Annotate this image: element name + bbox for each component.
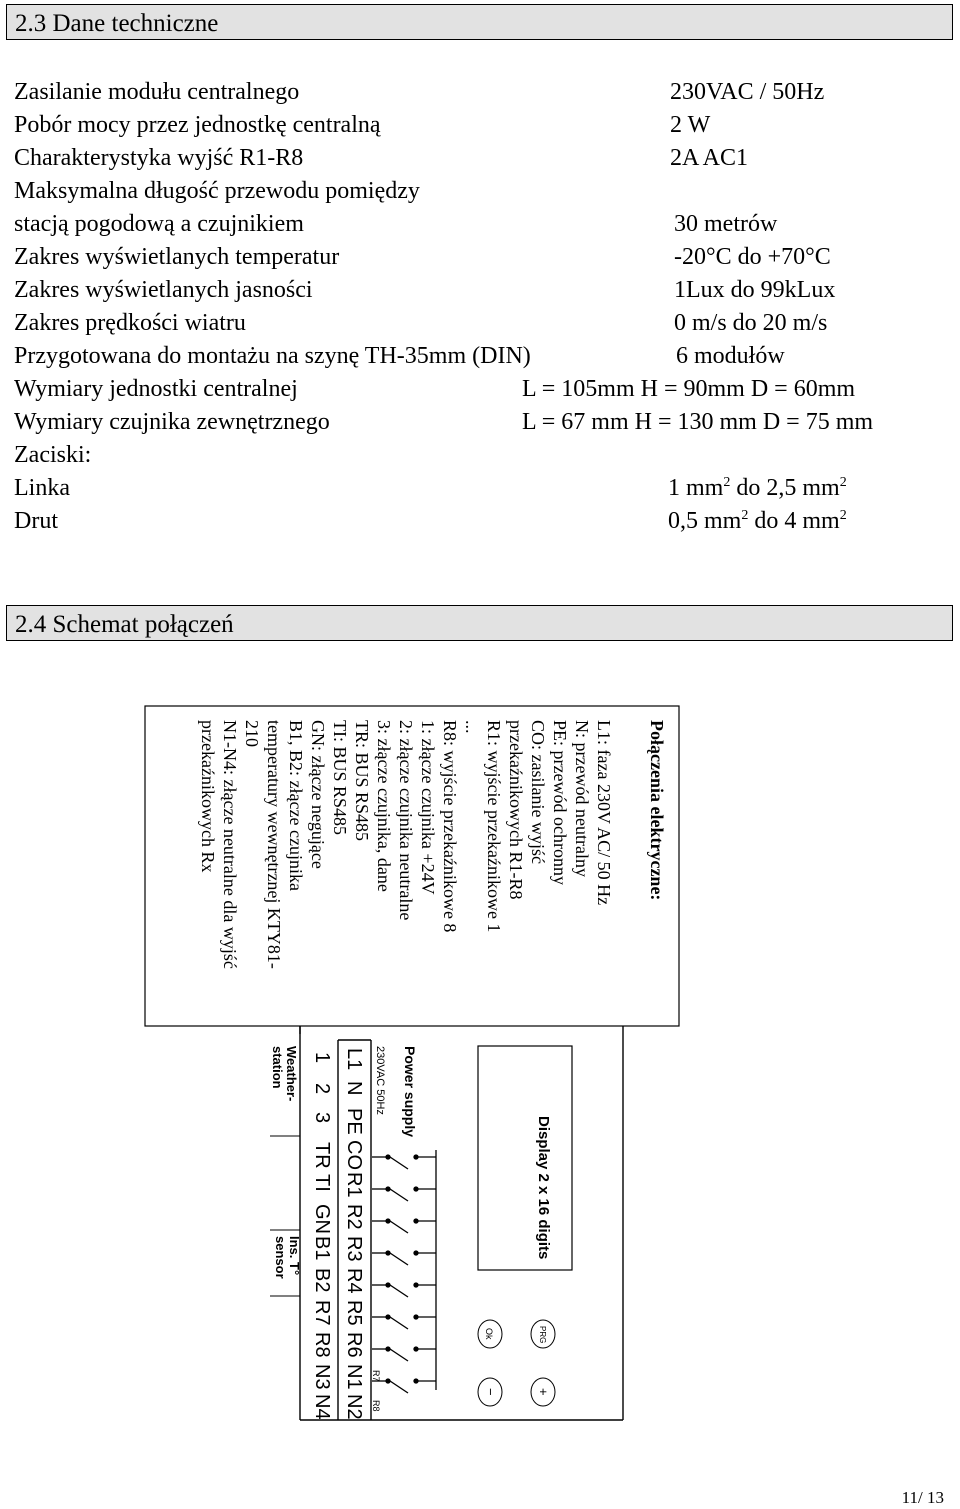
terminal-label: R5	[343, 1300, 365, 1326]
legend-line: 1: złącze czujnika +24V	[418, 720, 438, 895]
spec-value: 0 m/s do 20 m/s	[674, 310, 828, 336]
relay-contact	[372, 1187, 436, 1201]
page-number: 11/ 13	[901, 1488, 944, 1507]
spec-label: Zasilanie modułu centralnego	[14, 79, 300, 105]
spec-label: Zaciski:	[14, 442, 92, 468]
terminal-label: L1	[343, 1048, 365, 1071]
spec-label: Zakres wyświetlanych temperatur	[14, 244, 340, 270]
spec-label: stacją pogodową a czujnikiem	[14, 211, 304, 237]
display-frame	[478, 1046, 572, 1270]
terminal-label: GN	[311, 1204, 333, 1234]
terminal-label: N3	[311, 1364, 333, 1390]
legend-line: TR: BUS RS485	[352, 720, 372, 842]
spec-value: L = 105mm H = 90mm D = 60mm	[522, 376, 856, 402]
legend-line: PE: przewód ochronny	[550, 720, 570, 885]
relay-contact	[372, 1219, 436, 1233]
relay-contact	[372, 1283, 436, 1297]
button-ok-label: Ok	[484, 1328, 494, 1340]
terminal-label: R6	[343, 1332, 365, 1358]
legend-line: ...	[462, 720, 482, 734]
terminal-label: N2	[343, 1394, 365, 1420]
terminal-label: R2	[343, 1204, 365, 1230]
spec-value: 30 metrów	[674, 211, 778, 237]
spec-value: 2 W	[670, 112, 711, 138]
terminal-label: R1	[343, 1172, 365, 1198]
legend-line: 210	[242, 720, 262, 747]
station-label: station	[270, 1046, 285, 1089]
spec-label: Przygotowana do montażu na szynę TH-35mm (DIN)	[14, 343, 531, 369]
wire-label-linka: Linka	[14, 475, 70, 501]
legend-line: przekaźnikowych Rx	[198, 720, 218, 873]
legend-line: temperatury wewnętrznej KTY81-	[264, 720, 284, 969]
terminal-label: TI	[311, 1174, 333, 1192]
terminal-label: R3	[343, 1236, 365, 1262]
legend-line: GN: złącze negujące	[308, 720, 328, 869]
display-label: Display 2 x 16 digits	[535, 1116, 552, 1260]
terminal-label: 1	[311, 1052, 333, 1064]
button-ok[interactable]	[478, 1320, 502, 1348]
terminals-bottom-row	[311, 1052, 333, 1420]
spec-value: -20°C do +70°C	[674, 244, 831, 270]
legend-line: R8: wyjście przekaźnikowe 8	[440, 720, 460, 933]
spec-value: 6 modułów	[676, 343, 785, 369]
legend-line: N: przewód neutralny	[572, 720, 592, 877]
mark-r8: R8	[371, 1400, 381, 1412]
terminal-label: R7	[311, 1300, 333, 1326]
spec-label: Wymiary czujnika zewnętrznego	[14, 409, 330, 435]
terminal-label: TR	[311, 1142, 333, 1169]
section-title-tech: 2.3 Dane techniczne	[15, 10, 219, 37]
terminal-label: CO	[343, 1140, 365, 1170]
relay-contacts	[372, 1150, 436, 1393]
terminal-label: R4	[343, 1268, 365, 1294]
legend-line: CO: zasilanie wyjść	[528, 720, 548, 864]
spec-label: Zakres prędkości wiatru	[14, 310, 246, 336]
terminal-label: N1	[343, 1364, 365, 1390]
legend-line: R1: wyjście przekaźnikowe 1	[484, 720, 504, 933]
spec-label: Pobór mocy przez jednostkę centralną	[14, 112, 381, 138]
spec-value: 230VAC / 50Hz	[670, 79, 825, 105]
button-plus[interactable]	[531, 1378, 555, 1406]
ins-label: Ins. T°	[287, 1236, 302, 1276]
button-prg-label: PRG	[538, 1326, 547, 1344]
legend-line: 2: złącze czujnika neutralne	[396, 720, 416, 921]
legend-line: L1: faza 230V AC/ 50 Hz	[594, 720, 614, 906]
terminal-label: R8	[311, 1332, 333, 1358]
terminal-label: B2	[311, 1268, 333, 1293]
legend-line: TI: BUS RS485	[330, 720, 350, 836]
wire-label-drut: Drut	[14, 508, 58, 534]
button-prg[interactable]	[531, 1320, 555, 1348]
wire-value-linka: 1 $mm^2$ do 2,5 $mm^2$	[668, 475, 847, 501]
power-rating-label: 230VAC 50Hz	[374, 1046, 386, 1115]
spec-label: Zakres wyświetlanych jasności	[14, 277, 313, 303]
relay-contact	[372, 1315, 436, 1329]
terminal-label: 2	[311, 1083, 333, 1095]
mark-r7: R7	[371, 1370, 381, 1382]
weather-label: Weather-	[284, 1046, 299, 1102]
terminal-label: PE	[343, 1108, 365, 1135]
spec-label: Charakterystyka wyjść R1-R8	[14, 145, 304, 171]
relay-contact	[372, 1251, 436, 1265]
relay-contact	[372, 1347, 436, 1361]
button-plus-label: +	[536, 1388, 551, 1396]
terminals-top-row	[343, 1048, 365, 1420]
section-title-schema: 2.4 Schemat połączeń	[15, 611, 234, 638]
terminal-label: 3	[311, 1112, 333, 1124]
spec-label: Wymiary jednostki centralnej	[14, 376, 298, 402]
button-minus-label: −	[483, 1388, 498, 1396]
legend-line: 3: złącze czujnika, dane	[374, 720, 394, 892]
sensor-label: sensor	[273, 1236, 288, 1279]
legend-line: B1, B2: złącze czujnika	[286, 720, 306, 891]
spec-label: Maksymalna długość przewodu pomiędzy	[14, 178, 420, 204]
spec-value: 1Lux do 99kLux	[674, 277, 836, 303]
power-supply-label: Power supply	[402, 1046, 418, 1138]
terminal-label: B1	[311, 1236, 333, 1261]
legend-line: przekaźnikowych R1-R8	[506, 720, 526, 900]
spec-value: 2A AC1	[670, 145, 749, 171]
wire-value-drut: 0,5 $mm^2$ do 4 $mm^2$	[668, 508, 847, 534]
legend-line: N1-N4: złącze neutralne dla wyjść	[220, 720, 240, 969]
terminal-label: N4	[311, 1394, 333, 1420]
legend-title: Połączenia elektryczne:	[647, 720, 667, 901]
terminal-label: N	[343, 1081, 365, 1096]
button-minus[interactable]	[478, 1378, 502, 1406]
spec-value: L = 67 mm H = 130 mm D = 75 mm	[522, 409, 874, 435]
legend-lines	[198, 720, 614, 969]
relay-contact	[372, 1155, 436, 1169]
